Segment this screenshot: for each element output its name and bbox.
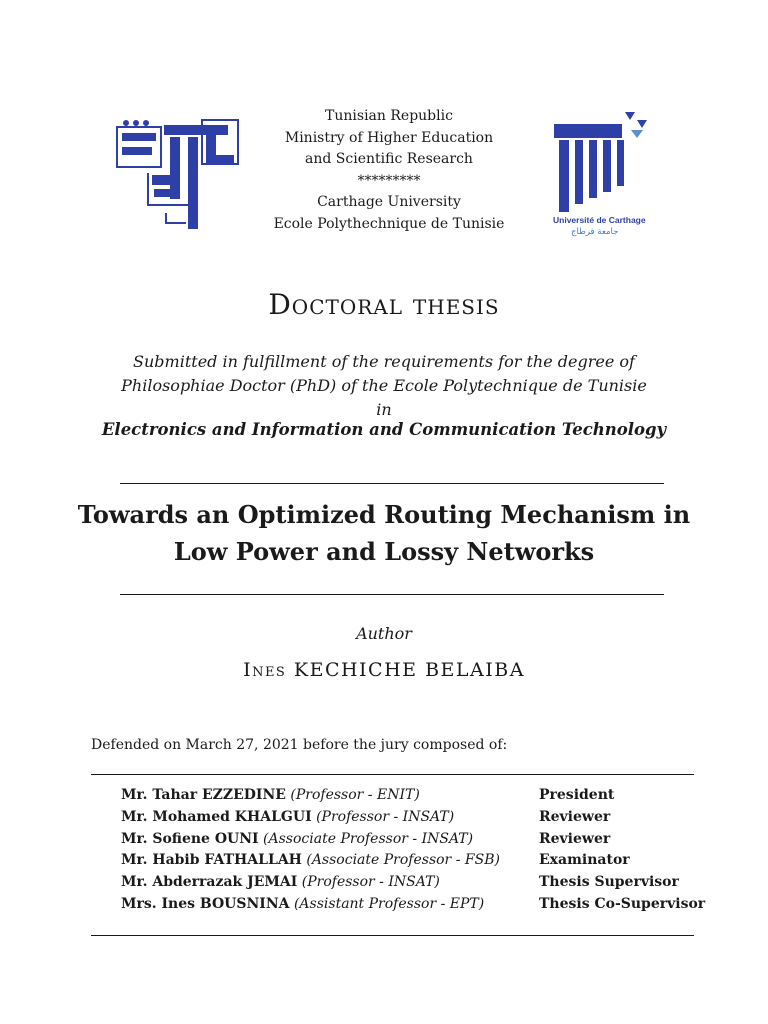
thesis-title-line-2: Low Power and Lossy Networks	[173, 537, 595, 566]
jury-rule-bottom	[91, 935, 694, 936]
jury-list	[121, 787, 706, 918]
defense-statement: Defended on March 27, 2021 before the jury composed of:	[91, 737, 508, 753]
header-line-separator: *********	[357, 172, 421, 189]
jury-member-role: Thesis Co-Supervisor	[539, 895, 706, 912]
jury-member-affiliation: (Professor - INSAT)	[316, 808, 455, 825]
universite-de-carthage-logo	[551, 110, 651, 238]
submission-line-2: Philosophiae Doctor (PhD) of the Ecole Polytechnique de Tunisie	[121, 376, 647, 395]
thesis-title-line-1: Towards an Optimized Routing Mechanism in	[77, 500, 691, 529]
submission-line-1: Submitted in fulfillment of the requirements for the degree of	[133, 352, 635, 371]
jury-member-role: Reviewer	[539, 830, 611, 847]
jury-row	[121, 787, 701, 809]
jury-member-name: Mr. Tahar EZZEDINE	[121, 787, 286, 803]
jury-member-role: Thesis Supervisor	[539, 874, 679, 891]
title-rule-top	[120, 483, 664, 484]
jury-member-affiliation: (Professor - ENIT)	[290, 787, 420, 803]
field-of-study: Electronics and Information and Communication Technology	[101, 420, 667, 439]
header-line-research: and Scientific Research	[305, 151, 473, 168]
jury-member-role: President	[539, 787, 615, 803]
ept-logo	[114, 117, 240, 231]
jury-member-name: Mr. Habib FATHALLAH	[121, 852, 302, 869]
jury-row	[121, 831, 701, 853]
document-title: Doctoral thesis	[268, 288, 500, 321]
svg-text:Université de Carthage: Université de Carthage	[553, 215, 646, 225]
jury-member-affiliation: (Associate Professor - INSAT)	[263, 830, 474, 847]
header-line-republic: Tunisian Republic	[325, 108, 453, 124]
author-label: Author	[356, 624, 412, 643]
jury-member-name: Mr. Sofiene OUNI	[121, 830, 259, 847]
jury-member-affiliation: (Assistant Professor - EPT)	[293, 895, 485, 912]
thesis-title	[0, 496, 768, 570]
jury-row	[121, 809, 701, 831]
jury-member-role: Reviewer	[539, 808, 611, 825]
svg-text:جامعة قرطاج: جامعة قرطاج	[571, 227, 619, 237]
jury-member-affiliation: (Professor - INSAT)	[301, 874, 440, 891]
institution-header	[240, 106, 538, 236]
jury-member-name: Mr. Mohamed KHALGUI	[121, 808, 312, 825]
header-line-university: Carthage University	[317, 194, 461, 211]
submission-statement	[0, 350, 768, 422]
jury-member-name: Mrs. Ines BOUSNINA	[121, 895, 290, 912]
jury-member-role: Examinator	[539, 852, 630, 869]
header-line-school: Ecole Polythechnique de Tunisie	[273, 215, 505, 232]
jury-rule-top	[91, 774, 694, 775]
jury-member-affiliation: (Associate Professor - FSB)	[306, 852, 500, 869]
submission-line-3: in	[376, 400, 392, 419]
jury-member-name: Mr. Abderrazak JEMAI	[121, 874, 298, 891]
jury-row	[121, 895, 706, 918]
title-rule-bottom	[120, 594, 664, 595]
header-line-ministry: Ministry of Higher Education	[284, 129, 494, 146]
jury-row	[121, 852, 701, 874]
jury-row	[121, 874, 701, 896]
author-name: Ines KECHICHE BELAIBA	[243, 659, 525, 681]
